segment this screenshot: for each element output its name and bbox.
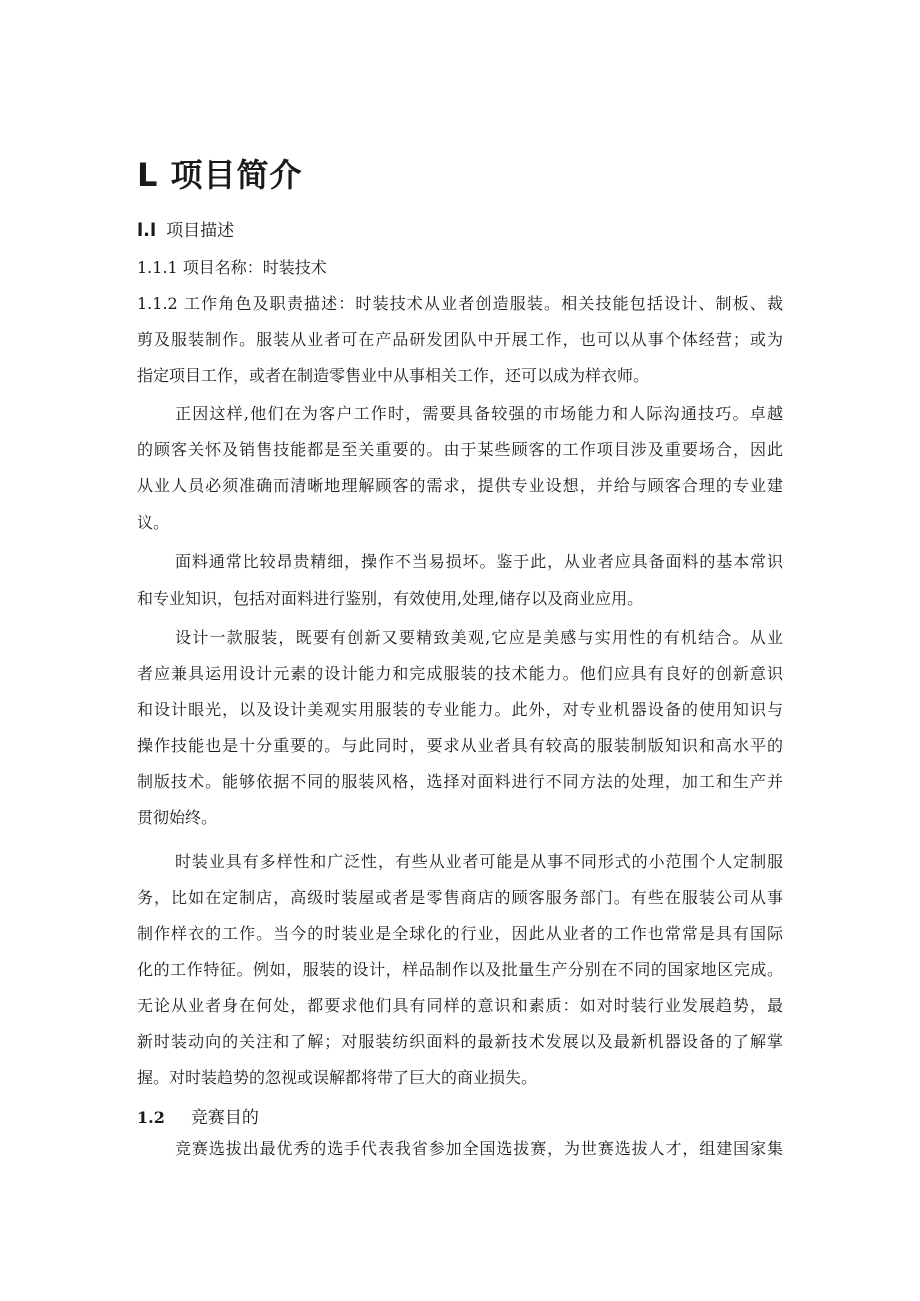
paragraph-line: 指定项目工作，或者在制造零售业中从事相关工作，还可以成为样衣师。: [137, 366, 650, 385]
section-heading-1-2: [137, 1103, 259, 1128]
item-project-name: 1.1.1 项目名称：时装技术: [137, 258, 327, 277]
paragraph-line: 时装业具有多样性和广泛性，有些从业者可能是从事不同形式的小范围个人定制服: [175, 852, 783, 871]
section-number: l.l: [137, 220, 157, 241]
paragraph-line: 务，比如在定制店，高级时装屋或者是零售商店的顾客服务部门。有些在服装公司从事: [137, 888, 783, 907]
paragraph-line: 化的工作特征。例如，服装的设计，样品制作以及批量生产分别在不同的国家地区完成。: [137, 960, 783, 979]
paragraph-line: 新时装动向的关注和了解；对服装纺织面料的最新技术发展以及最新机器设备的了解掌: [137, 1032, 783, 1051]
paragraph-line: 设计一款服装，既要有创新又要精致美观,它应是美感与实用性的有机结合。从业: [175, 628, 783, 647]
paragraph-line: 剪及服装制作。服装从业者可在产品研发团队中开展工作，也可以从事个体经营；或为: [137, 330, 783, 349]
paragraph-line: 议。: [137, 513, 170, 532]
paragraph-line: 面料通常比较昂贵精细，操作不当易损坏。鉴于此，从业者应具备面料的基本常识: [175, 552, 783, 571]
section-title: 竞赛目的: [190, 1108, 259, 1128]
section-number: 1.2: [137, 1108, 165, 1127]
paragraph-line: 1.1.2 工作角色及职责描述：时装技术从业者创造服装。相关技能包括设计、制板、裁: [137, 294, 783, 313]
paragraph-line: 竞赛选拔出最优秀的选手代表我省参加全国选拔赛，为世赛选拔人才，组建国家集: [175, 1139, 783, 1158]
paragraph-line: 贯彻始终。: [137, 808, 218, 827]
paragraph-line: 无论从业者身在何处，都要求他们具有同样的意识和素质：如对时装行业发展趋势，最: [137, 996, 783, 1015]
section-heading-1-1: [137, 216, 234, 241]
paragraph-line: 正因这样,他们在为客户工作时，需要具备较强的市场能力和人际沟通技巧。卓越: [175, 404, 783, 423]
section-title: 项目描述: [166, 221, 235, 241]
paragraph-line: 者应兼具运用设计元素的设计能力和完成服装的技术能力。他们应具有良好的创新意识: [137, 664, 783, 683]
paragraph-line: 制版技术。能够依据不同的服装风格，选择对面料进行不同方法的处理，加工和生产并: [137, 772, 783, 791]
paragraph-line: 操作技能也是十分重要的。与此同时，要求从业者具有较高的服装制版知识和高水平的: [137, 736, 783, 755]
chapter-heading: L 项目简介: [137, 156, 303, 194]
paragraph-line: 的顾客关怀及销售技能都是至关重要的。由于某些顾客的工作项目涉及重要场合，因此: [137, 440, 783, 459]
paragraph-line: 和专业知识，包括对面料进行鉴别，有效使用,处理,储存以及商业应用。: [137, 589, 644, 608]
paragraph-line: 握。对时装趋势的忽视或误解都将带了巨大的商业损失。: [137, 1068, 538, 1087]
paragraph-line: 从业人员必须准确而清晰地理解顾客的需求，提供专业设想，并给与顾客合理的专业建: [137, 476, 783, 495]
paragraph-line: 和设计眼光，以及设计美观实用服装的专业能力。此外，对专业机器设备的使用知识与: [137, 700, 783, 719]
paragraph-line: 制作样衣的工作。当今的时装业是全球化的行业，因此从业者的工作也常常是具有国际: [137, 924, 783, 943]
